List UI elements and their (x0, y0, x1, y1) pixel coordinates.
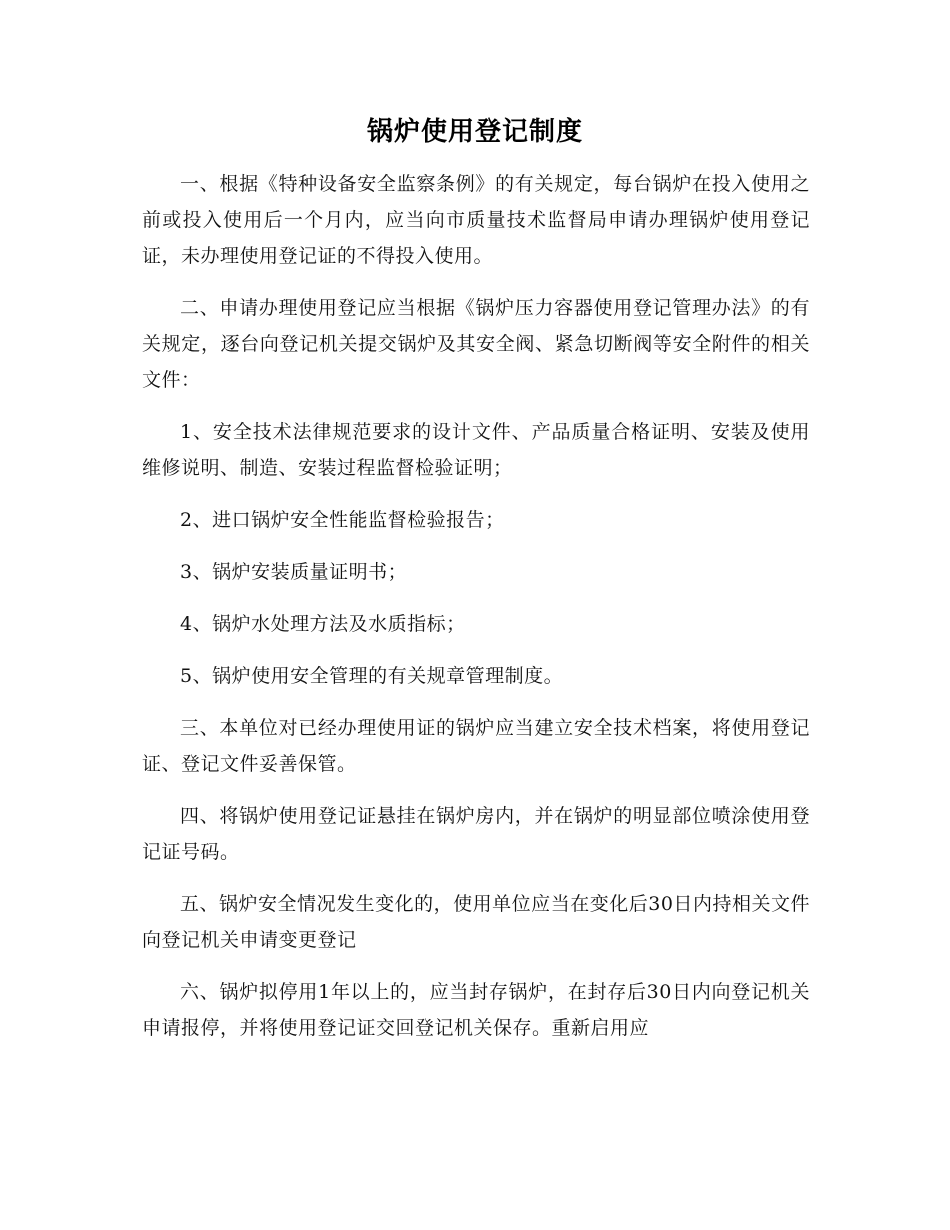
paragraph-3: 三、本单位对已经办理使用证的锅炉应当建立安全技术档案，将使用登记证、登记文件妥善保管。 (142, 717, 810, 775)
paragraph-4: 四、将锅炉使用登记证悬挂在锅炉房内，并在锅炉的明显部位喷涂使用登记证号码。 (142, 805, 810, 863)
paragraph-2: 二、申请办理使用登记应当根据《锅炉压力容器使用登记管理办法》的有关规定，逐台向登记机关提交锅炉及其安全阀、紧急切断阀等安全附件的相关文件： (142, 297, 810, 391)
paragraph-1: 一、根据《特种设备安全监察条例》的有关规定，每台锅炉在投入使用之前或投入使用后一个月内，应当向市质量技术监督局申请办理锅炉使用登记证，未办理使用登记证的不得投入使用。 (142, 173, 810, 267)
document-body (142, 166, 810, 1062)
list-item-3: 3、锅炉安装质量证明书； (180, 561, 408, 583)
list-item-4: 4、锅炉水处理方法及水质指标； (180, 613, 466, 635)
paragraph-6: 六、锅炉拟停用1年以上的，应当封存锅炉，在封存后30日内向登记机关申请报停，并将使用登记证交回登记机关保存。重新启用应 (142, 981, 810, 1039)
list-item-2: 2、进口锅炉安全性能监督检验报告； (180, 509, 505, 531)
list-item-5: 5、锅炉使用安全管理的有关规章管理制度。 (180, 665, 564, 687)
paragraph-5: 五、锅炉安全情况发生变化的，使用单位应当在变化后30日内持相关文件向登记机关申请变更登记 (142, 893, 810, 951)
list-item-1: 1、安全技术法律规范要求的设计文件、产品质量合格证明、安装及使用维修说明、制造、安装过程监督检验证明； (142, 421, 810, 479)
document-title: 锅炉使用登记制度 (366, 117, 583, 147)
